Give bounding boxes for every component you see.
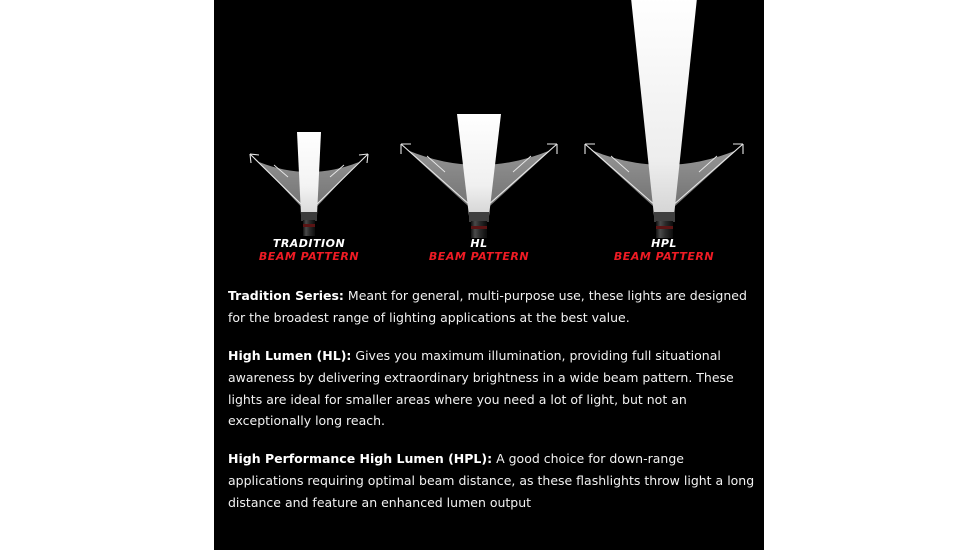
description-hpl-body: A good choice for down-range applications requiring optimal beam distance, as these flashlights throw light a long distance and feature an enhanced lumen output bbox=[228, 451, 755, 510]
description-hpl bbox=[228, 448, 760, 514]
description-hl-body: Gives you maximum illumination, providing full situational awareness by delivering extraordinary brightness in a wide beam pattern. These lights are ideal for smaller areas where you need a lot of light, but not an exceptionally long reach. bbox=[228, 347, 734, 429]
description-hl-lead: High Lumen (HL): bbox=[228, 347, 352, 363]
diagram-hl bbox=[379, 100, 579, 264]
tradition-label-title: TRADITION bbox=[272, 237, 346, 250]
diagram-tradition bbox=[214, 120, 404, 264]
hpl-label-title: HPL bbox=[651, 237, 677, 250]
beam-pattern-infographic bbox=[214, 0, 764, 550]
hl-label-title: HL bbox=[470, 237, 488, 250]
hpl-label bbox=[574, 238, 754, 263]
description-block bbox=[220, 285, 764, 514]
hl-label-subtitle: BEAM PATTERN bbox=[428, 250, 530, 264]
tradition-label-subtitle: BEAM PATTERN bbox=[258, 250, 360, 264]
description-hpl-lead: High Performance High Lumen (HPL): bbox=[228, 451, 493, 467]
description-tradition bbox=[228, 285, 760, 329]
hpl-beam-graphic bbox=[559, 0, 764, 240]
description-hl bbox=[228, 345, 760, 433]
tradition-label bbox=[219, 238, 399, 263]
hl-beam-graphic bbox=[379, 100, 579, 240]
diagram-hpl bbox=[559, 0, 764, 264]
hpl-label-subtitle: BEAM PATTERN bbox=[613, 250, 715, 264]
description-tradition-body: Meant for general, multi-purpose use, these lights are designed for the broadest range of lighting applications at the best value. bbox=[228, 288, 747, 325]
tradition-beam-graphic bbox=[214, 120, 404, 240]
hl-label bbox=[389, 238, 569, 263]
description-tradition-lead: Tradition Series: bbox=[228, 288, 344, 303]
